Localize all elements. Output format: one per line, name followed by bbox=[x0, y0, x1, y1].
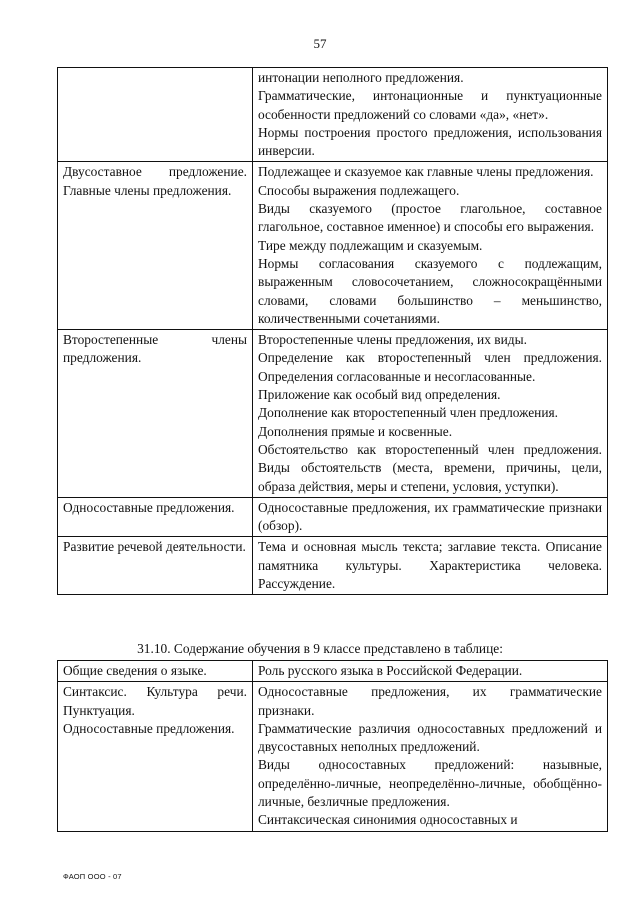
content-cell bbox=[253, 162, 608, 330]
content-line: Нормы согласования сказуемого с подлежащим, выраженным словосочетанием, сложносокращёнными словами, словами большинство – меньшинство, количественными сочетаниями. bbox=[258, 255, 602, 326]
content-line: Способы выражения подлежащего. bbox=[258, 182, 460, 198]
table-row bbox=[58, 682, 608, 831]
topic-text: Синтаксис. Культура речи. Пунктуация. bbox=[63, 684, 247, 718]
table-row bbox=[58, 68, 608, 162]
table-row bbox=[58, 537, 608, 595]
topic-cell bbox=[58, 497, 253, 537]
topic-text: Двусоставное предложение. Главные члены предложения. bbox=[63, 164, 247, 198]
content-line: Виды односоставных предложений: назывные, определённо-личные, неопределённо-личные, обобщённо-личные, безличные предложения. bbox=[258, 757, 602, 810]
content-line: Роль русского языка в Российской Федерации. bbox=[258, 663, 523, 678]
content-line: интонации неполного предложения. bbox=[258, 70, 464, 85]
content-line: Грамматические различия односоставных предложений и двусоставных неполных предложений. bbox=[258, 720, 602, 755]
content-line: Определение как второстепенный член предложения. Определения согласованные и несогласованные. bbox=[258, 350, 602, 384]
content-line: Дополнение как второстепенный член предложения. bbox=[258, 405, 559, 421]
content-line: Обстоятельство как второстепенный член предложения. Виды обстоятельств (места, времени, причины, цели, образа действия, меры и степени, условия, уступки). bbox=[258, 441, 602, 494]
content-cell bbox=[253, 537, 608, 595]
content-cell bbox=[253, 330, 608, 498]
table-row bbox=[58, 162, 608, 330]
curriculum-table-grade-9 bbox=[57, 660, 608, 832]
content-line: Синтаксическая синонимия односоставных и bbox=[258, 812, 518, 828]
content-cell bbox=[253, 682, 608, 831]
topic-cell bbox=[58, 661, 253, 682]
topic-text: Односоставные предложения. bbox=[63, 499, 235, 515]
content-line: Тема и основная мысль текста; заглавие текста. Описание памятника культуры. Характеристика человека. Рассуждение. bbox=[258, 539, 602, 592]
topic-text: Общие сведения о языке. bbox=[63, 663, 207, 678]
content-line: Второстепенные члены предложения, их виды. bbox=[258, 332, 527, 348]
content-line: Приложение как особый вид определения. bbox=[258, 387, 501, 403]
content-line: Грамматические, интонационные и пунктуационные особенности предложений со словами «да», «нет». bbox=[258, 88, 602, 122]
table-row bbox=[58, 661, 608, 682]
topic-cell bbox=[58, 682, 253, 831]
content-line: Односоставные предложения, их грамматические признаки (обзор). bbox=[258, 499, 602, 534]
topic-text: Односоставные предложения. bbox=[63, 720, 235, 736]
content-cell bbox=[253, 68, 608, 162]
topic-cell bbox=[58, 330, 253, 498]
topic-text: Второстепенные члены предложения. bbox=[63, 332, 247, 366]
page-number: 57 bbox=[313, 36, 327, 51]
section-intro-text: 31.10. Содержание обучения в 9 классе представлено в таблице: bbox=[137, 641, 503, 656]
topic-cell bbox=[58, 68, 253, 162]
content-line: Виды сказуемого (простое глагольное, составное глагольное, составное именное) и способы его выражения. bbox=[258, 201, 602, 235]
content-line: Нормы построения простого предложения, использования инверсии. bbox=[258, 124, 602, 159]
content-line: Дополнения прямые и косвенные. bbox=[258, 423, 453, 439]
content-line: Тире между подлежащим и сказуемым. bbox=[258, 237, 483, 253]
content-cell bbox=[253, 497, 608, 537]
content-line: Односоставные предложения, их грамматические признаки. bbox=[258, 684, 602, 718]
document-code: ФАОП ООО - 07 bbox=[63, 872, 122, 881]
topic-cell bbox=[58, 537, 253, 595]
table-row bbox=[58, 330, 608, 498]
table-row bbox=[58, 497, 608, 537]
content-cell bbox=[253, 661, 608, 682]
topic-cell bbox=[58, 162, 253, 330]
topic-text: Развитие речевой деятельности. bbox=[63, 539, 246, 555]
curriculum-table-grade-8 bbox=[57, 67, 608, 595]
content-line: Подлежащее и сказуемое как главные члены предложения. bbox=[258, 164, 594, 180]
